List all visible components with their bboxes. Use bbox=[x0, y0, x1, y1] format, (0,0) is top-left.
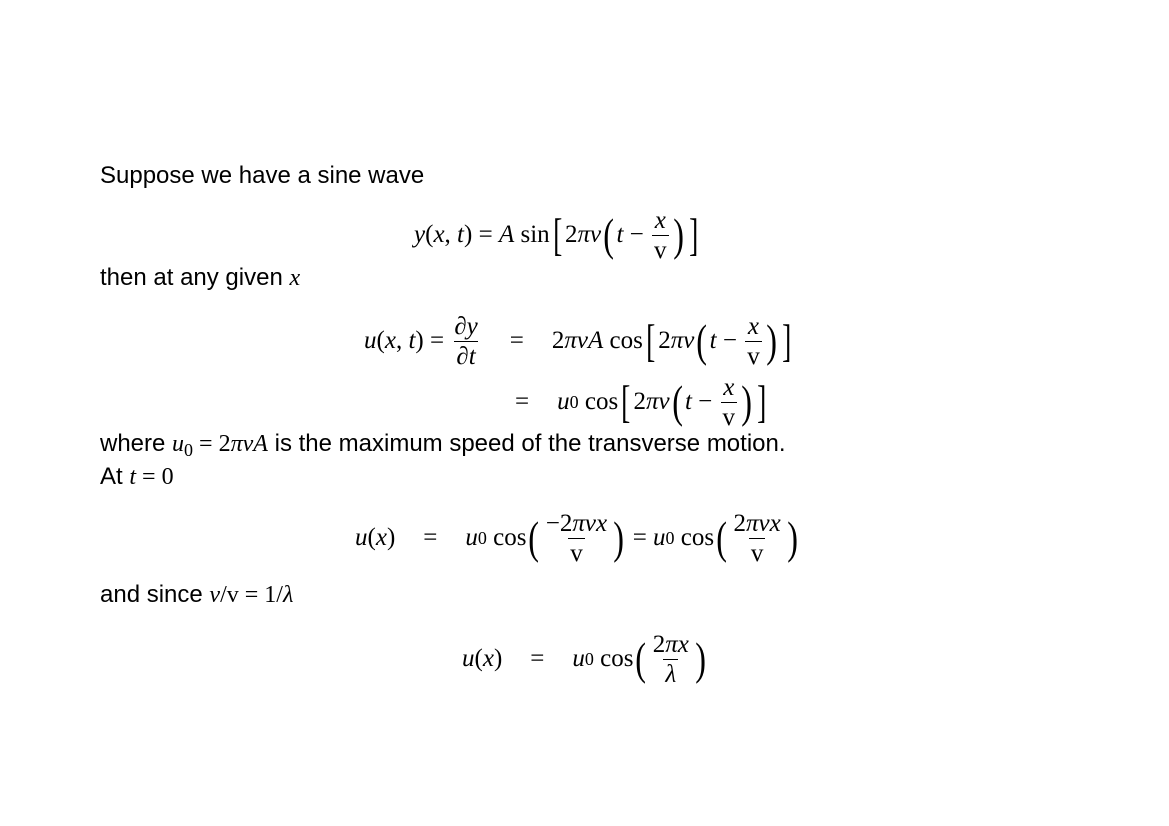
equation-2b: = u 0 cos [ 2 πν ( t − $\frac{x}{v}$ ) ] bbox=[515, 373, 767, 431]
inline-math-u0: $u_0 = 2\pi\nu A$ bbox=[172, 431, 268, 460]
equation-3: u ( x ) = u 0 cos ( $\frac{\text{−2πνx}}{v}$ ) = u 0 cos ( $\frac{\text{2πνx}}{v}$ ) bbox=[355, 509, 798, 567]
equation-1: y ( x , t ) = A sin [ 2 πν ( t − $\frac{x}{v}$ ) ] bbox=[414, 206, 699, 264]
text-line-1: Suppose we have a sine wave bbox=[100, 162, 425, 189]
text-line-5: and since ν/v = 1/λ bbox=[100, 581, 294, 608]
text-line-2: then at any given x bbox=[100, 264, 301, 291]
equation-4: u ( x ) = u 0 cos ( $\frac{2\pi x}{\lambda}$ ) bbox=[462, 630, 706, 688]
text-line-4: At t = 0 bbox=[100, 463, 174, 490]
inline-math-t0: t = 0 bbox=[129, 464, 174, 490]
text-line-3: where $u_0 = 2\pi\nu A$ is the maximum speed of the transverse motion. bbox=[100, 430, 786, 460]
equation-2a: u ( x , t ) = $\frac{\partial y}{\partial t}$ = 2 πνA cos [ 2 πν ( t − $\frac{x}{v}$ ) ] bbox=[364, 312, 792, 370]
inline-math-ratio: ν/v = 1/λ bbox=[209, 582, 294, 608]
